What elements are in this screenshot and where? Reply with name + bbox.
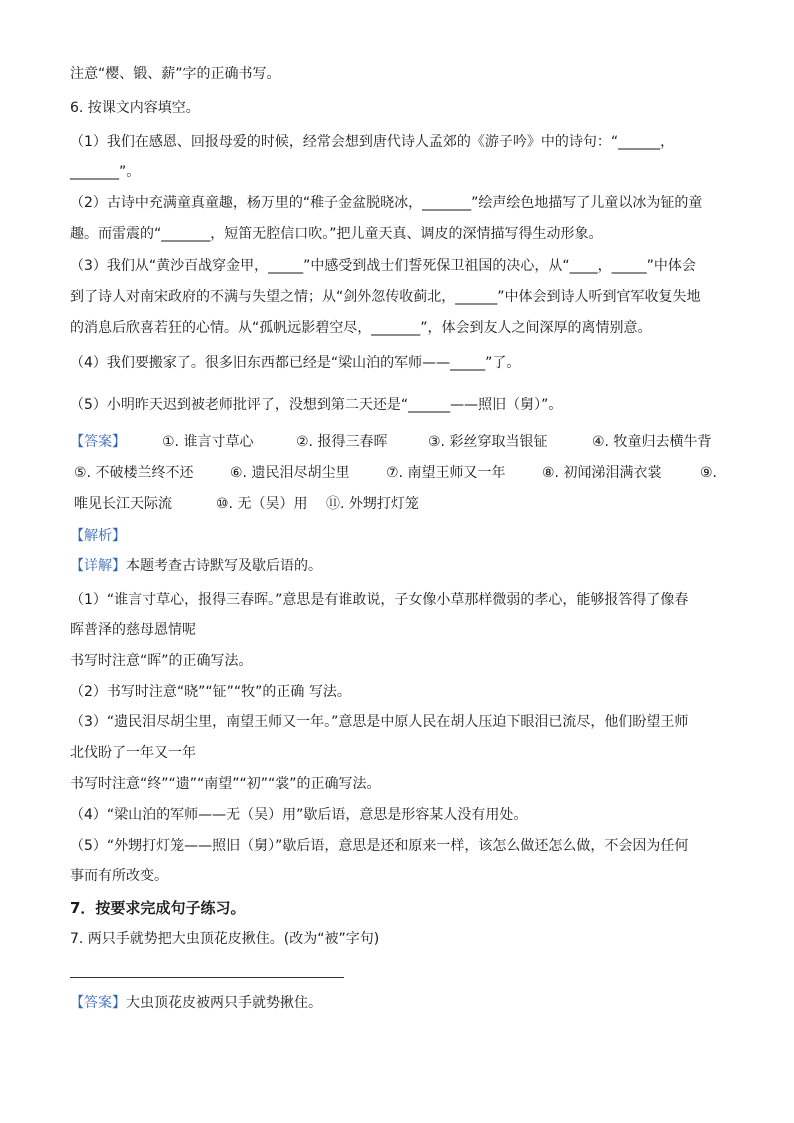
analysis-tag: 【解析】 (70, 528, 126, 544)
detail-line: （4）“梁山泊的军师——无（吴）用”歇后语，意思是形容某人没有用处。 (70, 807, 528, 823)
detail-line: 书写时注意“终”“遗”“南望”“初”“裳”的正确写法。 (70, 776, 381, 792)
answer-item: ⑧. 初闻涕泪满衣裳 (542, 465, 662, 481)
detail-line: 晖普泽的慈母恩情呢 (70, 622, 196, 638)
answer-item: ⑥. 遗民泪尽胡尘里 (230, 465, 350, 481)
text-line: 的消息后欣喜若狂的心情。从“孤帆远影碧空尽，_______”，体会到友人之间深厚的离情别意。 (70, 320, 652, 336)
answer-item: ③. 彩丝穿取当银钲 (428, 434, 548, 450)
answer-row (70, 432, 730, 452)
text-line: _______”。 (70, 164, 141, 180)
detail-line: （1）“谁言寸草心，报得三春晖。”意思是有谁敢说，子女像小草那样微弱的孝心，能够报答得了像春 (70, 592, 689, 608)
detail-line: 北伐盼了一年又一年 (70, 745, 196, 761)
answer-item: ⑦. 南望王师又一年 (386, 465, 506, 481)
text-line: 趣。而雷震的“_______，短笛无腔信口吹。”把儿童天真、调皮的深情描写得生动形象。 (70, 226, 603, 242)
text-line: 注意“樱、锻、薪”字的正确书写。 (70, 66, 281, 82)
answer-item: 唯见长江天际流 (74, 496, 172, 512)
answer-item: ⑤. 不破楼兰终不还 (74, 465, 194, 481)
answer-tag: 【答案】 (70, 434, 126, 450)
question-6-1: （1）我们在感恩、回报母爱的时候，经常会想到唐代诗人孟郊的《游子吟》中的诗句：“______， (70, 134, 675, 150)
answer-item: ⑨. (700, 465, 718, 481)
question-6-2: （2）古诗中充满童真童趣，杨万里的“稚子金盆脱晓冰，_______”绘声绘色地描写了儿童以冰为钲的童 (70, 195, 703, 211)
answer-item: ⑪. 外甥打灯笼 (326, 496, 419, 512)
detail-line: 事而有所改变。 (70, 868, 168, 884)
answer-item: ①. 谁言寸草心 (162, 434, 254, 450)
question-6-title: 6. 按课文内容填空。 (70, 100, 200, 116)
section-7-title: 7．按要求完成句子练习。 (70, 899, 246, 917)
question-6-4: （4）我们要搬家了。很多旧东西都已经是“梁山泊的军师——_____”了。 (70, 355, 521, 371)
answer-row (70, 494, 730, 514)
detail-tag: 【详解】 (70, 558, 126, 574)
question-6-3: （3）我们从“黄沙百战穿金甲，_____”中感受到战士们誓死保卫祖国的决心，从“____，_____”中体会 (70, 258, 696, 274)
detail-line: （2）书写时注意“晓”“钲”“牧”的正确 写法。 (70, 684, 351, 700)
answer-item: ④. 牧童归去横牛背 (592, 434, 712, 450)
question-7: 7. 两只手就势把大虫顶花皮揪住。(改为“被”字句) (70, 931, 380, 947)
detail-text: 本题考查古诗默写及歇后语的。 (126, 558, 322, 574)
q7-answer: 大虫顶花皮被两只手就势揪住。 (126, 995, 322, 1011)
q7-answer-line (70, 993, 730, 1013)
question-6-5: （5）小明昨天迟到被老师批评了，没想到第二天还是“______——照旧（舅）”。 (70, 397, 563, 413)
detail-line (70, 556, 730, 576)
detail-line: 书写时注意“晖”的正确写法。 (70, 653, 253, 669)
answer-item: ②. 报得三春晖 (296, 434, 388, 450)
detail-line: （5）“外甥打灯笼——照旧（舅）”歇后语，意思是还和原来一样，该怎么做还怎么做，不会因为任何 (70, 838, 689, 854)
answer-row (70, 463, 730, 483)
detail-line: （3）“遗民泪尽胡尘里，南望王师又一年。”意思是中原人民在胡人压迫下眼泪已流尽，他们盼望王师 (70, 714, 689, 730)
answer-blank-line (70, 977, 344, 978)
answer-tag: 【答案】 (70, 995, 126, 1011)
answer-item: ⑩. 无（吴）用 (216, 496, 308, 512)
text-line: 到了诗人对南宋政府的不满与失望之情；从“剑外忽传收蓟北，______”中体会到诗人听到官军收复失地 (70, 289, 701, 305)
